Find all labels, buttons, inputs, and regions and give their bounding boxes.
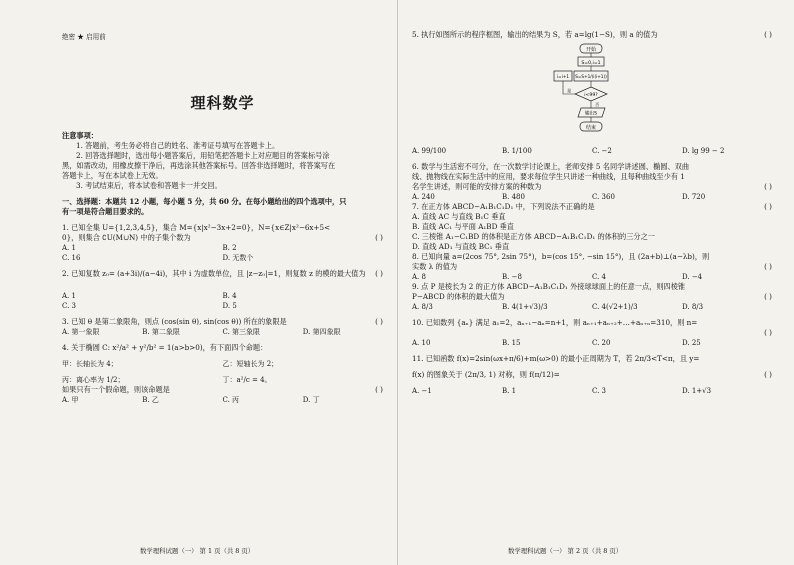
q5-options: A. 99/100 B. 1/100 C. −2 D. lg 99 − 2 <box>412 147 725 155</box>
q6-options: A. 240 B. 480 C. 360 D. 720 <box>412 193 706 201</box>
flow-sum: S=S+1/(i(i+1)) <box>575 74 607 79</box>
q8-options: A. 8 B. −8 C. 4 D. −4 <box>412 273 703 281</box>
flow-end: 结束 <box>585 125 597 131</box>
q8-line1: 8. 已知向量 a=(2cos 75°, 2sin 75°)，b=(cos 15°, −sin 15°)，且 (2a+b)⊥(a−λb)，则 <box>412 252 710 261</box>
q8-line2: 实数 λ 的值为 ( ) <box>412 262 772 271</box>
notice-1: 1. 答题前，考生务必将自己的姓名、准考证号填写在答题卡上。 <box>76 141 280 150</box>
q1-options: A. 1 B. 2 <box>62 244 237 252</box>
q4-line1: 4. 关于椭圆 C: x²/a² + y²/b² = 1(a>b>0)，有下面四个命题： <box>62 343 268 352</box>
q7-line1: 7. 在正方体 ABCD−A₁B₁C₁D₁ 中，下列说法不正确的是 ( ) <box>412 202 772 211</box>
q7-option-a: A. 直线 AC 与直线 B₁C 垂直 <box>412 212 506 221</box>
q2-line1: 2. 已知复数 z₀= (a+3i)/(a−4i)，其中 i 为虚数单位，且 |z−z₀|=1，则复数 z 的模的最大值为 ( ) <box>62 269 383 278</box>
exam-title: 理科数学 <box>190 94 255 112</box>
program-flowchart <box>552 42 642 140</box>
notice-2c: 答题卡上，写在本试卷上无效。 <box>62 171 163 180</box>
q11-line2: f(x) 的图象关于 (2π/3, 1) 对称，则 f(π/12)= ( ) <box>412 370 772 379</box>
notice-2b: 黑，如需改动，用橡皮擦干净后，再选涂其他答案标号。回答非选择题时，将答案写在 <box>62 161 336 170</box>
notice-3: 3. 考试结束后，将本试卷和答题卡一并交回。 <box>76 181 222 190</box>
q10-options: A. 10 B. 15 C. 20 D. 25 <box>412 339 701 347</box>
page-left: 绝密 ★ 启用前 理科数学 注意事项： 1. 答题前，考生务必将自己的姓名、准考证号填写在答题卡上。 2. 回答选择题时，选出每小题答案后，用铅笔把答题卡上对应题目的答案标号涂 黑，如需改动，用橡皮擦干净后，再选涂其他答案标号。回答非选择题时，将答案写在 答题卡上，写在本试卷上无效。 3. 考试结束后，将本试卷和答题卡一并交回。 一、选择题：本题共 12 小题，每小题 5 分，共 60 分。在每小题给出的四个选项中，只 有一项是符合题目要求的。 1. 已知全集 U={1,2,3,4,5}，集合 M={x|x²−3x+2=0}，N={x∈Z|x²−6x+5< 0}，则集合 ∁U(M∪N) 中的子集个数为 ( ) A. 1 B. 2 C. 16 D. 无数个 2. 已知复数 z₀= (a+3i)/(a−4i)，其中 i 为虚数单位，且 |z−z₀|=1，则复数 z 的模的最大值为 ( ) A. 1 B. 4 C. 3 D. 5 3. 已知 θ 是第二象限角，则点 (cos(sin θ), sin(cos θ)) 所在的象限是 ( ) A. 第一象限 B. 第二象限 C. 第三象限 D. 第四象限 4. 关于椭圆 C: x²/a² + y²/b² = 1(a>b>0)，有下面四个命题： 甲：长轴长为 4； 乙：短轴长为 2； 丙：离心率为 1/2； 丁：a²/c = 4。 如果只有一个假命题，则该命题是 ( ) A. 甲 B. 乙 C. 丙 D. 丁 数学理科试题（一） 第 1 页（共 8 页） <box>0 0 397 565</box>
q3-line1: 3. 已知 θ 是第二象限角，则点 (cos(sin θ), sin(cos θ)) 所在的象限是 ( ) <box>62 317 383 326</box>
q9-line1: 9. 点 P 是棱长为 2 的正方体 ABCD−A₁B₁C₁D₁ 外接球球面上的任意一点，则四棱锥 <box>412 282 686 291</box>
q11-options: A. −1 B. 1 C. 3 D. 1+√3 <box>412 387 712 395</box>
q9-line2: P−ABCD 的体积的最大值为 ( ) <box>412 292 772 301</box>
flow-increment: i=i+1 <box>556 74 570 79</box>
section-heading-2: 有一项是符合题目要求的。 <box>62 207 149 216</box>
page-footer-left: 数学理科试题（一） 第 1 页（共 8 页） <box>140 547 255 555</box>
q5-line1: 5. 执行如图所示的程序框图，输出的结果为 S，若 a=lg(1−S)，则 a 的值为 ( ) <box>412 30 772 39</box>
flow-condition: i<99? <box>584 93 598 98</box>
q6-line2: 线、抛物线在实际生活中的应用，要求每位学生只讲述一种曲线，且每种曲线至少有 1 <box>412 172 685 181</box>
q7-option-b: B. 直线 AC₁ 与平面 A₁BD 垂直 <box>412 222 514 231</box>
q1-line2: 0}，则集合 ∁U(M∪N) 中的子集个数为 ( ) <box>62 233 383 242</box>
flow-output: 输出S <box>584 111 598 117</box>
q4-props: 甲：长轴长为 4； 乙：短轴长为 2； <box>62 360 279 368</box>
flow-no: 否 <box>595 102 600 107</box>
q6-line1: 6. 数学与生活密不可分，在一次数学讨论课上，老师安排 5 名同学讲述圆、椭圆、双曲 <box>412 162 690 171</box>
q10-line1: 10. 已知数列 {aₙ} 满足 a₁=2，aₙ₊₁−aₙ=n+1，则 aₙ₊₁+aₙ₊₂+…+aₙ₊ₙ=310，则 n= <box>412 318 698 327</box>
notice-2: 2. 回答选择题时，选出每小题答案后，用铅笔把答题卡上对应题目的答案标号涂 <box>76 151 330 160</box>
flow-yes: 是 <box>567 88 572 93</box>
q9-options: A. 8/3 B. 4(1+√3)/3 C. 4(√2+1)/3 D. 8/3 <box>412 303 704 311</box>
q7-option-d: D. 直线 AD₁ 与直线 BC₁ 垂直 <box>412 242 510 251</box>
notice-heading: 注意事项： <box>62 131 98 140</box>
q6-line3: 名学生讲述，则可能的安排方案的种数为 ( ) <box>412 182 772 191</box>
confidential-header: 绝密 ★ 启用前 <box>62 33 106 41</box>
q11-line1: 11. 已知函数 f(x)=2sin(ωx+π/6)+m(ω>0) 的最小正周期为 T，若 2π/3<T<π，且 y= <box>412 354 700 363</box>
section-heading: 一、选择题：本题共 12 小题，每小题 5 分，共 60 分。在每小题给出的四个选项中，只 <box>62 197 347 206</box>
q7-option-c: C. 三棱锥 A₁−C₁BD 的体积是正方体 ABCD−A₁B₁C₁D₁ 的体积的三分之一 <box>412 232 655 241</box>
flow-init: S=0,i=1 <box>581 61 601 66</box>
q4-options: A. 甲 B. 乙 C. 丙 D. 丁 <box>62 396 320 404</box>
q2-options: A. 1 B. 4 <box>62 292 237 300</box>
q3-options: A. 第一象限 B. 第二象限 C. 第三象限 D. 第四象限 <box>62 328 341 336</box>
page-right: 5. 执行如图所示的程序框图，输出的结果为 S，若 a=lg(1−S)，则 a 的值为 ( ) 开始 S=0,i=1 S=S+1/(i(i+1)) i=i+1 i<99? 是 否 输出S 结束 A. 99/100 B. 1/100 C. −2 D. lg 99 − 2 6. 数学与生活密不可分，在一次数学讨论课上，老师安排 5 名同学讲述圆、椭圆、双曲 线、抛物线在实际生活中的应用，要求每位学生只讲述一种曲线，且每种曲线至少有 1 名学生讲述，则可能的安排方案的种数为 ( ) A. 240 B. 480 C. 360 D. 720 7. 在正方体 ABCD−A₁B₁C₁D₁ 中，下列说法不正确的是 ( ) A. 直线 AC 与直线 B₁C 垂直 B. 直线 AC₁ 与平面 A₁BD 垂直 C. 三棱锥 A₁−C₁BD 的体积是正方体 ABCD−A₁B₁C₁D₁ 的体积的三分之一 D. 直线 AD₁ 与直线 BC₁ 垂直 8. 已知向量 a=(2cos 75°, 2sin 75°)，b=(cos 15°, −sin 15°)，且 (2a+b)⊥(a−λb)，则 实数 λ 的值为 ( ) A. 8 B. −8 C. 4 D. −4 9. 点 P 是棱长为 2 的正方体 ABCD−A₁B₁C₁D₁ 外接球球面上的任意一点，则四棱锥 P−ABCD 的体积的最大值为 ( ) A. 8/3 B. 4(1+√3)/3 C. 4(√2+1)/3 D. 8/3 10. 已知数列 {aₙ} 满足 a₁=2，aₙ₊₁−aₙ=n+1，则 aₙ₊₁+aₙ₊₂+…+aₙ₊ₙ=310，则 n= ( ) A. 10 B. 15 C. 20 D. 25 11. 已知函数 f(x)=2sin(ωx+π/6)+m(ω>0) 的最小正周期为 T，若 2π/3<T<π，且 y= f(x) 的图象关于 (2π/3, 1) 对称，则 f(π/12)= ( ) A. −1 B. 1 C. 3 D. 1+√3 数学理科试题（一） 第 2 页（共 8 页） <box>397 0 794 565</box>
q1-line1: 1. 已知全集 U={1,2,3,4,5}，集合 M={x|x²−3x+2=0}，N={x∈Z|x²−6x+5< <box>62 223 331 232</box>
page-footer-right: 数学理科试题（一） 第 2 页（共 8 页） <box>508 547 623 555</box>
q4-tail: 如果只有一个假命题，则该命题是 ( ) <box>62 385 383 394</box>
flow-start: 开始 <box>585 47 597 53</box>
